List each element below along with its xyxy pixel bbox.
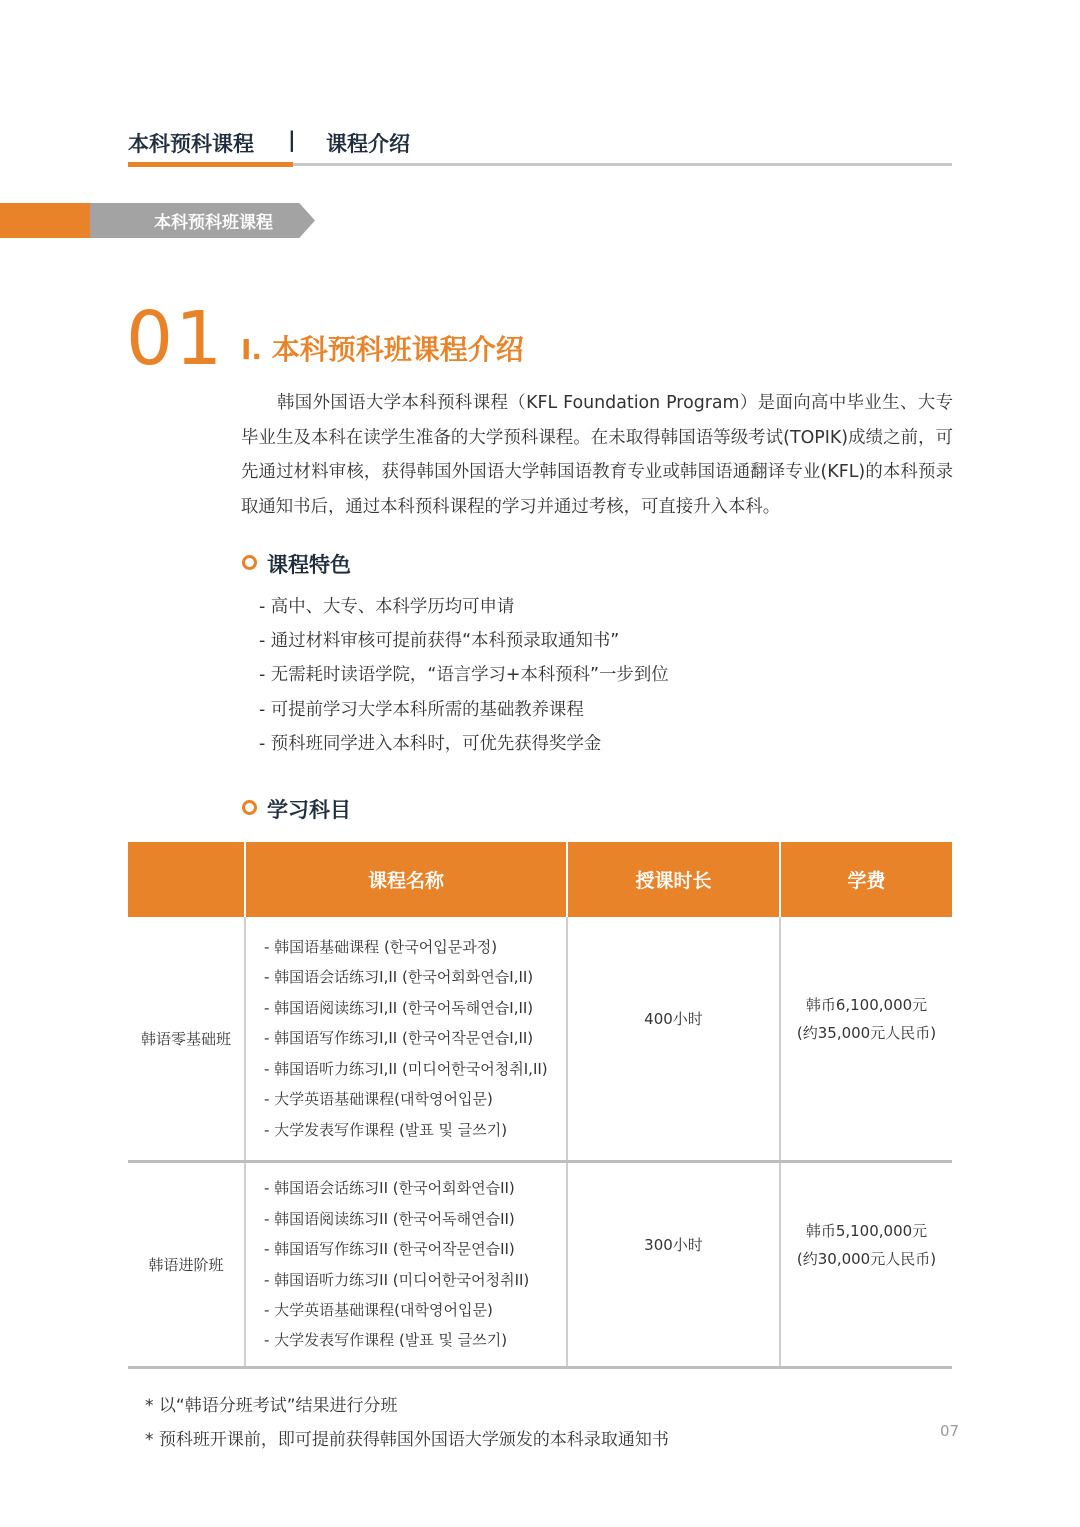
course-item: - 韩国语阅读练习II (한국어독해연습II) xyxy=(264,1209,515,1228)
class-name: 韩语进阶班 xyxy=(128,1162,245,1368)
table-row xyxy=(128,1162,952,1368)
fee-krw: 韩币5,100,000元 xyxy=(805,1221,928,1240)
course-item: - 韩国语阅读练习I,II (한국어독해연습I,II) xyxy=(264,998,534,1017)
fee-rmb: (约30,000元人民币) xyxy=(796,1249,937,1268)
ring-bullet-icon xyxy=(242,555,257,570)
header-subtitle: 课程介绍 xyxy=(326,132,410,156)
course-item: - 大学发表写作课程 (발표 및 글쓰기) xyxy=(264,1331,508,1350)
header-rule-accent xyxy=(128,162,293,167)
section-number: 01 xyxy=(126,296,225,382)
fee-rmb: (约35,000元人民币) xyxy=(796,1023,937,1042)
table-row xyxy=(128,917,952,1162)
intro-paragraph: 韩国外国语大学本科预科课程（KFL Foundation Program）是面向高中毕业生、大专毕业生及本科在读学生准备的大学预科课程。在未取得韩国语等级考试(TOPIK)成绩之前，可先通过材料审核，获得韩国外国语大学韩国语教育专业或韩国语通翻译专业(KFL)的本科预录取通知书后，通过本科预科课程的学习并通过考核，可直接升入本科。 xyxy=(241,393,953,517)
course-item: - 大学发表写作课程 (발표 및 글쓰기) xyxy=(264,1120,508,1139)
footnotes xyxy=(145,1389,669,1457)
column-header: 授课时长 xyxy=(567,842,780,917)
header-separator: | xyxy=(288,128,296,152)
table-header-row xyxy=(128,842,952,917)
hours-value: 300小时 xyxy=(644,1236,703,1254)
course-item: - 韩国语听力练习I,II (미디어한국어청취I,II) xyxy=(264,1059,548,1078)
list-item: - 通过材料审核可提前获得“本科预录取通知书” xyxy=(259,631,620,652)
course-cell xyxy=(245,1162,567,1368)
column-header: 课程名称 xyxy=(245,842,567,917)
course-item: - 大学英语基础课程(대학영어입문) xyxy=(264,1090,493,1109)
fee-cell xyxy=(780,1162,952,1368)
course-item: - 大学英语基础课程(대학영어입문) xyxy=(264,1300,493,1319)
course-item: - 韩国语基础课程 (한국어입문과정) xyxy=(264,938,498,957)
list-item: - 高中、大专、本科学历均可申请 xyxy=(259,597,515,617)
features-heading: 课程特色 xyxy=(267,553,351,577)
column-header: 学费 xyxy=(780,842,952,917)
hours-cell xyxy=(567,1162,780,1368)
subjects-table xyxy=(128,842,952,1369)
ribbon-label: 本科预科班课程 xyxy=(154,213,273,233)
features-list xyxy=(259,590,669,761)
course-item: - 韩国语写作练习II (한국어작문연습II) xyxy=(264,1240,515,1259)
course-item: - 韩国语会话练习II (한국어회화연습II) xyxy=(264,1179,515,1198)
hours-value: 400小时 xyxy=(644,1010,703,1028)
list-item: - 可提前学习大学本科所需的基础教养课程 xyxy=(259,699,584,720)
course-item: - 韩国语写作练习I,II (한국어작문연습I,II) xyxy=(264,1029,534,1048)
hours-cell xyxy=(567,917,780,1162)
section-title: I. 本科预科班课程介绍 xyxy=(241,333,524,366)
course-item: - 韩国语听力练习II (미디어한국어청취II) xyxy=(264,1270,530,1289)
class-name: 韩语零基础班 xyxy=(128,917,245,1162)
ring-bullet-icon xyxy=(242,800,257,815)
course-cell xyxy=(245,917,567,1162)
footnote: * 以“韩语分班考试”结果进行分班 xyxy=(145,1396,398,1416)
fee-krw: 韩币6,100,000元 xyxy=(805,995,928,1014)
header-category: 本科预科课程 xyxy=(128,132,254,156)
column-header xyxy=(128,842,245,917)
footnote: * 预科班开课前，即可提前获得韩国外国语大学颁发的本科录取通知书 xyxy=(145,1430,669,1450)
list-item: - 预科班同学进入本科时，可优先获得奖学金 xyxy=(259,733,602,754)
subjects-heading: 学习科目 xyxy=(267,798,351,822)
ribbon-accent xyxy=(0,203,92,238)
course-item: - 韩国语会话练习I,II (한국어회화연습I,II) xyxy=(264,968,534,987)
list-item: - 无需耗时读语学院，“语言学习+本科预科”一步到位 xyxy=(259,665,669,686)
page-number: 07 xyxy=(940,1422,960,1440)
fee-cell xyxy=(780,917,952,1162)
